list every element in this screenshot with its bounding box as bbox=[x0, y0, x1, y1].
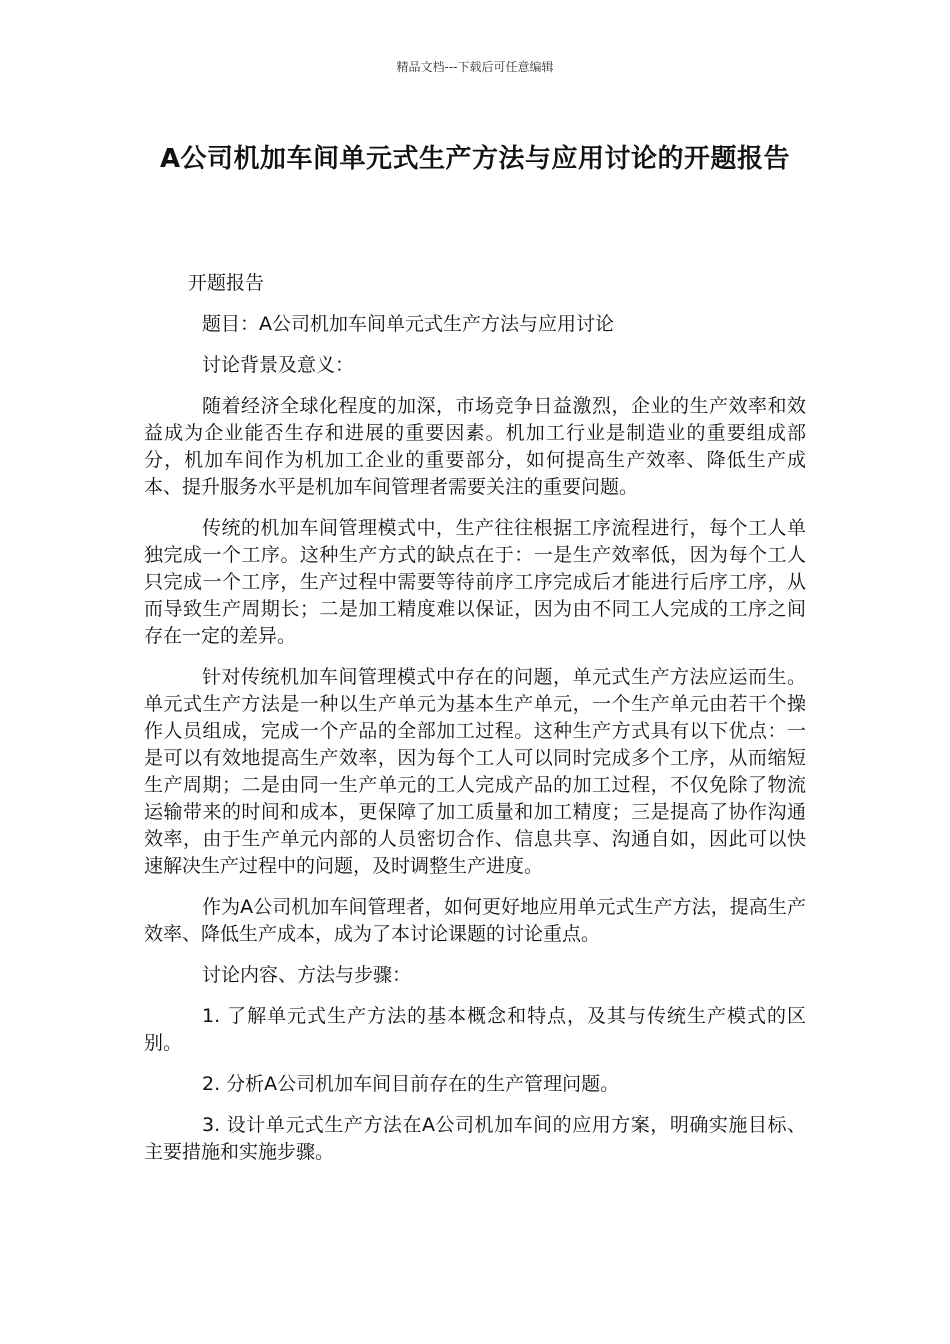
opening-label: 开题报告 bbox=[188, 272, 265, 294]
content-label: 讨论内容、方法与步骤： bbox=[202, 964, 412, 986]
paragraph-traditional-mode: 传统的机加车间管理模式中，生产往往根据工序流程进行，每个工人单独完成一个工序。这种生产方式的缺点在于：一是生产效率低，因为每个工人只完成一个工序，生产过程中需要等待前序工序完成后才能进行后序工序，从而导致生产周期长；二是加工精度难以保证，因为由不同工人完成的工序之间存在一定的差异。 bbox=[144, 517, 806, 647]
paragraph-background: 随着经济全球化程度的加深，市场竞争日益激烈，企业的生产效率和效益成为企业能否生存和进展的重要因素。机加工行业是制造业的重要组成部分，机加车间作为机加工企业的重要部分，如何提高生产效率、降低生产成本、提升服务水平是机加车间管理者需要关注的重要问题。 bbox=[144, 395, 806, 498]
document-body bbox=[144, 270, 806, 1180]
step-item: 1. 了解单元式生产方法的基本概念和特点，及其与传统生产模式的区别。 bbox=[144, 1005, 806, 1054]
header-note: 精品文档---下载后可任意编辑 bbox=[396, 60, 554, 74]
paragraph-research-focus: 作为A公司机加车间管理者，如何更好地应用单元式生产方法，提高生产效率、降低生产成本，成为了本讨论课题的讨论重点。 bbox=[144, 896, 806, 945]
document-title: A公司机加车间单元式生产方法与应用讨论的开题报告 bbox=[159, 144, 791, 174]
step-item: 3. 设计单元式生产方法在A公司机加车间的应用方案，明确实施目标、主要措施和实施步骤。 bbox=[144, 1114, 806, 1163]
background-label: 讨论背景及意义： bbox=[202, 354, 355, 376]
paragraph-cell-production: 针对传统机加车间管理模式中存在的问题，单元式生产方法应运而生。单元式生产方法是一种以生产单元为基本生产单元，一个生产单元由若干个操作人员组成，完成一个产品的全部加工过程。这种生产方式具有以下优点：一是可以有效地提高生产效率，因为每个工人可以同时完成多个工序，从而缩短生产周期；二是由同一生产单元的工人完成产品的加工过程，不仅免除了物流运输带来的时间和成本，更保障了加工质量和加工精度；三是提高了协作沟通效率，由于生产单元内部的人员密切合作、信息共享、沟通自如，因此可以快速解决生产过程中的问题，及时调整生产进度。 bbox=[144, 666, 806, 877]
topic-line: 题目：A公司机加车间单元式生产方法与应用讨论 bbox=[202, 313, 614, 335]
step-item: 2. 分析A公司机加车间目前存在的生产管理问题。 bbox=[202, 1073, 620, 1095]
